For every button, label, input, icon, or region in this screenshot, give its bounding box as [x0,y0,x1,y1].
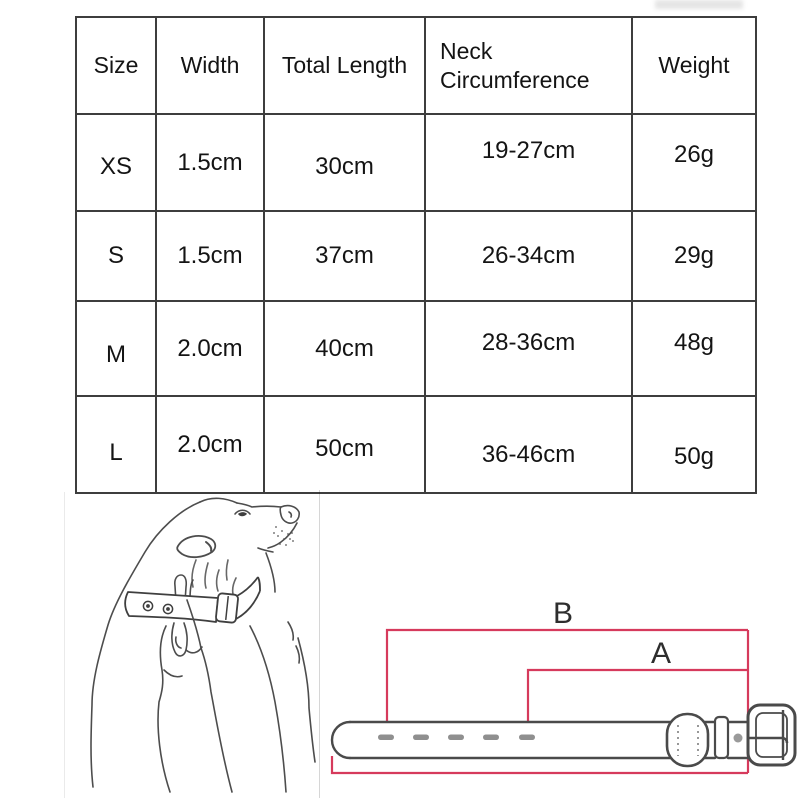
dog-chest-squiggle [288,622,293,640]
dog-muzzle-bottom [268,523,297,548]
dog-collar-fit-sketch [60,490,325,800]
collar-buckle [216,593,239,623]
size-cell: M [77,302,157,397]
size-chart-table [75,16,757,494]
hand-palm-right [201,648,232,792]
width-cell: 2.0cm [157,397,265,494]
neck-circumference-cell: 28-36cm [426,302,633,397]
collar-keeper-loop [667,714,708,766]
collar-measurement-diagram [320,560,800,800]
weight-cell: 48g [633,302,757,397]
neck-circumference-cell: 19-27cm [426,115,633,212]
dog-muzzle-speckles [273,526,294,546]
dog-nose [280,506,299,524]
total-length-cell: 37cm [265,212,426,302]
thumb-below-collar [172,623,187,656]
dog-chest-inner [250,626,286,792]
label-a: A [650,637,672,670]
column-header-total-length: Total Length [265,18,426,115]
column-header-neck-circumference: Neck Circumference [426,18,633,115]
dog-neck-fur-strokes [192,560,236,594]
hand-crease [164,670,182,677]
column-header-weight: Weight [633,18,757,115]
width-cell: 1.5cm [157,115,265,212]
total-length-cell: 30cm [265,115,426,212]
dog-back-outline [91,502,200,787]
collar-end-hole [734,734,743,743]
total-length-cell: 50cm [265,397,426,494]
dog-muzzle-top [237,503,281,507]
weight-cell: 29g [633,212,757,302]
collar-buckle [748,705,795,765]
size-cell: XS [77,115,157,212]
dog-eye [238,512,247,516]
collar-keeper-bar [715,717,728,758]
dog-mouth-line [258,548,273,552]
neck-circumference-cell: 26-34cm [426,212,633,302]
dog-chest-squiggle [296,646,299,663]
dog-crown [200,498,237,503]
hand-palm-left [158,626,170,792]
dog-ear-fold [206,542,211,551]
scan-artifact [655,0,743,9]
dog-jaw-throat [266,553,275,592]
total-length-cell: 40cm [265,302,426,397]
thumb-nail [176,637,181,648]
width-cell: 2.0cm [157,302,265,397]
column-header-width: Width [157,18,265,115]
dog-nostril [289,512,291,517]
neck-circumference-cell: 36-46cm [426,397,633,494]
collar-strap-end [236,577,260,619]
label-b: B [552,597,574,630]
dog-chest-outer [298,638,315,762]
size-cell: L [77,397,157,494]
width-cell: 1.5cm [157,212,265,302]
weight-cell: 26g [633,115,757,212]
column-header-size: Size [77,18,157,115]
weight-cell: 50g [633,397,757,494]
size-cell: S [77,212,157,302]
hand-knuckle-line [186,647,202,653]
